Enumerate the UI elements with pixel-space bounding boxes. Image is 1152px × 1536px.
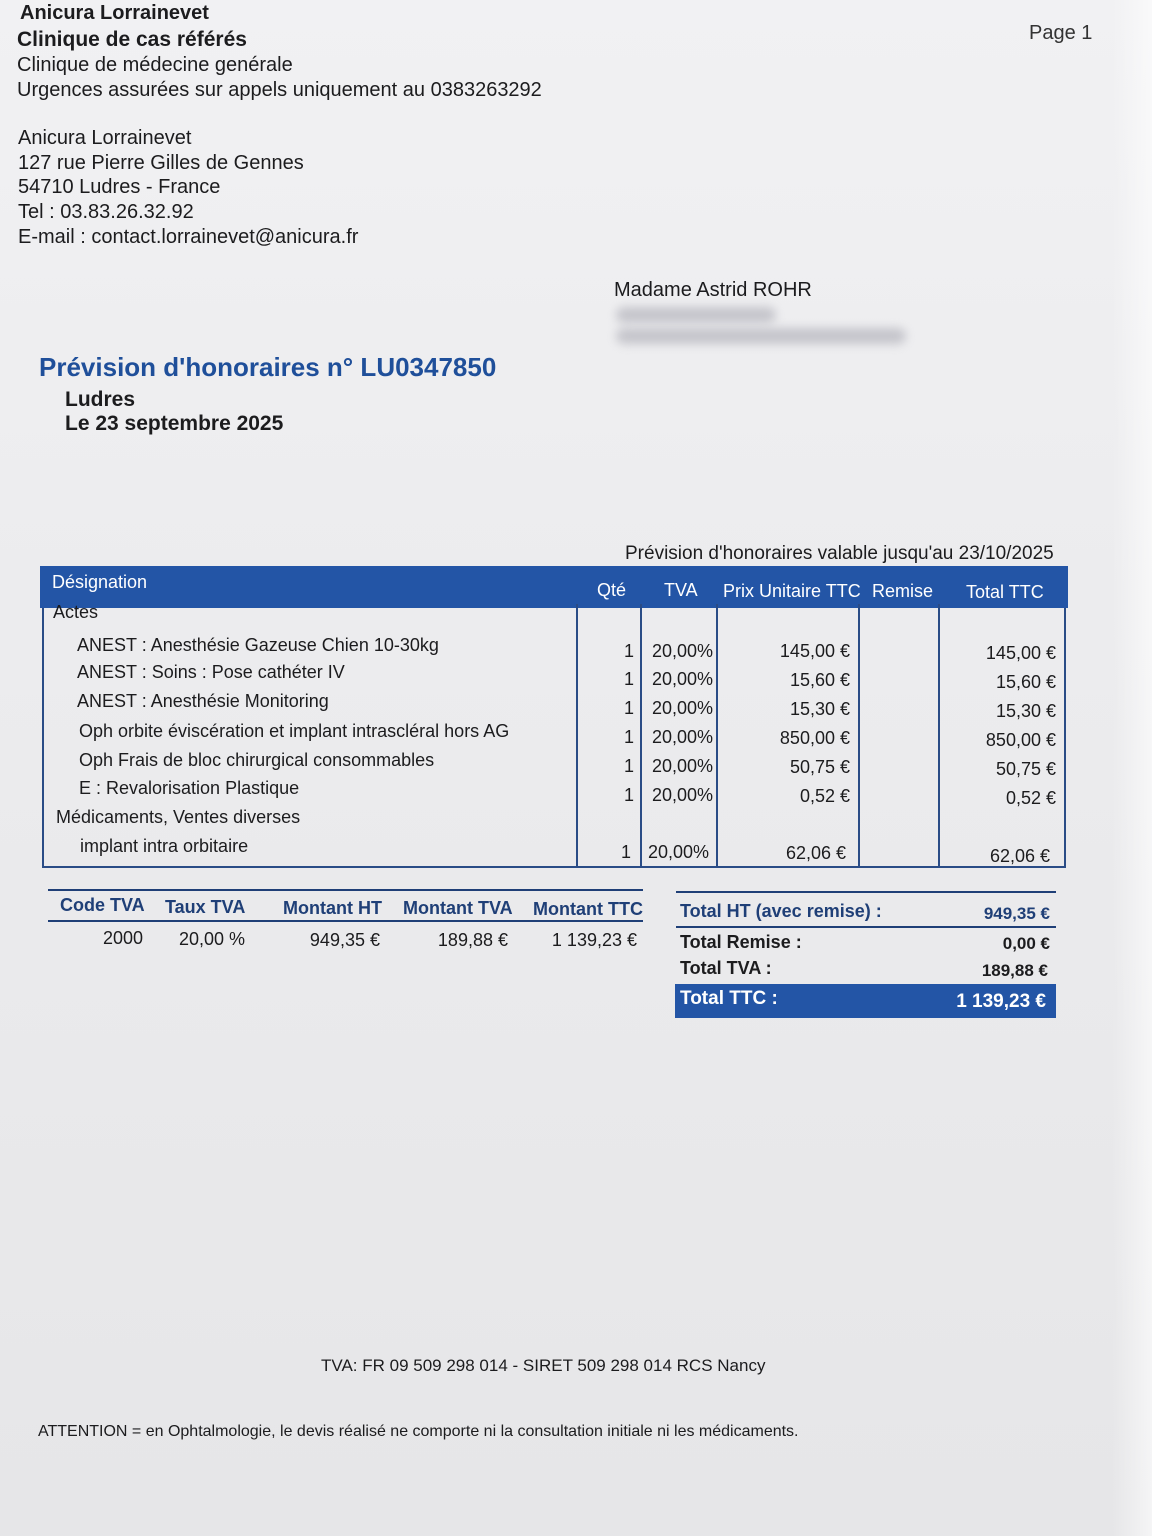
row-vat: 20,00% — [652, 698, 714, 718]
vat-header-rate: Taux TVA — [165, 897, 246, 917]
total-ht-label: Total HT (avec remise) : — [680, 901, 882, 921]
total-ht-value: 949,35 € — [983, 904, 1050, 923]
header-discount: Remise — [872, 581, 934, 601]
row-qty: 1 — [624, 756, 635, 776]
footer-note: ATTENTION = en Ophtalmologie, le devis réalisé ne comporte ni la consultation initiale ni les médicaments. — [38, 1423, 799, 1440]
vat-rate: 20,00 % — [179, 929, 246, 949]
header-total: Total TTC — [966, 582, 1044, 602]
row-qty: 1 — [624, 785, 635, 805]
total-discount-label: Total Remise : — [680, 932, 802, 952]
redacted-address-line-2 — [616, 328, 906, 344]
row-total: 62,06 € — [989, 846, 1050, 866]
row-designation: ANEST : Anesthésie Monitoring — [77, 691, 329, 711]
row-unit-price: 50,75 € — [789, 757, 850, 777]
row-vat: 20,00% — [652, 727, 714, 747]
total-discount-value: 0,00 € — [1002, 934, 1050, 953]
row-total: 0,52 € — [1005, 788, 1056, 808]
row-unit-price: 850,00 € — [779, 728, 850, 748]
vat-ht: 949,35 € — [309, 930, 380, 950]
document-place: Ludres — [65, 388, 136, 411]
row-designation: ANEST : Soins : Pose cathéter IV — [77, 662, 345, 682]
vat-summary-top-rule — [48, 889, 643, 891]
document-date: Le 23 septembre 2025 — [65, 412, 284, 435]
row-vat: 20,00% — [652, 669, 714, 689]
vat-header-code: Code TVA — [60, 895, 145, 915]
total-vat-label: Total TVA : — [680, 958, 772, 978]
row-vat: 20,00% — [648, 842, 710, 862]
header-designation: Désignation — [52, 572, 148, 592]
row-unit-price: 62,06 € — [785, 843, 846, 863]
clinic-line-2: Urgences assurées sur appels uniquement au 0383263292 — [17, 79, 542, 101]
row-total: 15,30 € — [995, 701, 1056, 721]
address-email: E-mail : contact.lorrainevet@anicura.fr — [18, 226, 359, 248]
table-header — [40, 566, 1068, 608]
vat-ttc: 1 139,23 € — [551, 930, 637, 950]
row-unit-price: 145,00 € — [779, 641, 850, 661]
header-qty: Qté — [597, 580, 627, 600]
row-vat: 20,00% — [652, 785, 714, 805]
row-vat: 20,00% — [652, 641, 714, 661]
footer-legal: TVA: FR 09 509 298 014 - SIRET 509 298 014 RCS Nancy — [321, 1356, 766, 1375]
row-qty: 1 — [624, 669, 635, 689]
vat-header-tva: Montant TVA — [403, 898, 513, 918]
page-number: Page 1 — [1029, 22, 1093, 44]
header-unit-price: Prix Unitaire TTC — [723, 581, 861, 601]
row-qty: 1 — [624, 641, 635, 661]
vat-summary-header-rule — [48, 920, 643, 922]
row-qty: 1 — [621, 842, 632, 862]
total-vat-value: 189,88 € — [981, 961, 1048, 980]
vat-code: 2000 — [103, 928, 144, 948]
row-designation: Oph Frais de bloc chirurgical consommables — [79, 750, 435, 770]
clinic-name: Anicura Lorrainevet — [20, 2, 209, 24]
row-vat: 20,00% — [652, 756, 714, 776]
row-total: 850,00 € — [985, 730, 1056, 750]
row-qty: 1 — [624, 727, 635, 747]
section-acts: Actes — [53, 602, 99, 622]
total-ttc-label: Total TTC : — [680, 988, 778, 1009]
column-divider — [640, 604, 642, 868]
totals-top-rule — [676, 891, 1056, 893]
row-unit-price: 0,52 € — [799, 786, 850, 806]
row-designation: ANEST : Anesthésie Gazeuse Chien 10-30kg — [77, 635, 439, 655]
row-total: 145,00 € — [985, 643, 1056, 663]
address-city: 54710 Ludres - France — [18, 176, 221, 198]
column-divider — [858, 604, 860, 868]
row-unit-price: 15,30 € — [789, 699, 850, 719]
validity-note: Prévision d'honoraires valable jusqu'au 23/10/2025 — [625, 543, 1054, 564]
totals-divider — [676, 926, 1056, 928]
section-meds: Médicaments, Ventes diverses — [56, 807, 301, 827]
total-ttc-value: 1 139,23 € — [956, 991, 1046, 1012]
column-divider — [716, 604, 718, 868]
address-phone: Tel : 03.83.26.32.92 — [18, 201, 194, 223]
vat-header-ttc: Montant TTC — [533, 899, 643, 919]
address-name: Anicura Lorrainevet — [18, 127, 192, 149]
header-vat: TVA — [664, 580, 698, 600]
clinic-subtitle: Clinique de cas référés — [17, 28, 247, 51]
column-divider — [576, 604, 578, 868]
row-designation: E : Revalorisation Plastique — [79, 778, 300, 798]
row-qty: 1 — [624, 698, 635, 718]
document-title: Prévision d'honoraires n° LU0347850 — [39, 352, 497, 382]
row-total: 15,60 € — [995, 672, 1056, 692]
page-edge — [1112, 0, 1152, 1536]
vat-tva: 189,88 € — [437, 930, 508, 950]
vat-header-ht: Montant HT — [283, 898, 382, 918]
recipient-name: Madame Astrid ROHR — [614, 279, 812, 301]
row-designation: implant intra orbitaire — [80, 836, 249, 856]
clinic-line-1: Clinique de médecine genérale — [17, 54, 293, 76]
address-street: 127 rue Pierre Gilles de Gennes — [18, 152, 304, 174]
row-designation: Oph orbite éviscération et implant intrascléral hors AG — [79, 721, 510, 741]
row-total: 50,75 € — [995, 759, 1056, 779]
redacted-address-line-1 — [616, 307, 776, 323]
row-unit-price: 15,60 € — [789, 670, 850, 690]
